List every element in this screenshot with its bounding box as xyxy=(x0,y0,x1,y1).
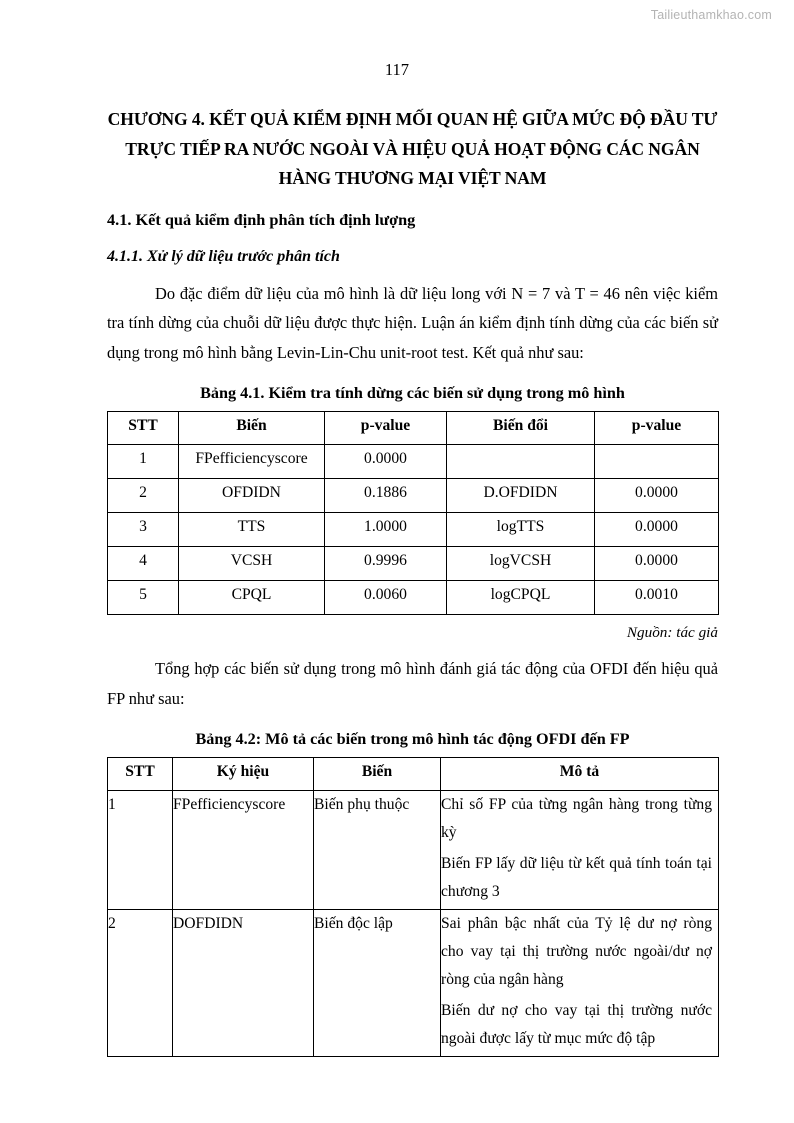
cell-bien: FPefficiencyscore xyxy=(179,445,325,479)
cell-bien: OFDIDN xyxy=(179,479,325,513)
table-header-row xyxy=(108,412,719,445)
page-number: 117 xyxy=(384,60,410,79)
chapter-title: CHƯƠNG 4. KẾT QUẢ KIỂM ĐỊNH MỐI QUAN HỆ GIỮA MỨC ĐỘ ĐẦU TƯ TRỰC TIẾP RA NƯỚC NGOÀI VÀ HIỆU QUẢ HOẠT ĐỘNG CÁC NGÂN HÀNG THƯƠNG MẠI VIỆT NAM xyxy=(107,109,718,188)
cell-pvalue: 0.0060 xyxy=(325,581,447,615)
table-4-2 xyxy=(107,757,719,1057)
cell-bien-doi: logTTS xyxy=(447,513,595,547)
cell-bien-doi: D.OFDIDN xyxy=(447,479,595,513)
cell-stt: 5 xyxy=(108,581,179,615)
table-row xyxy=(108,513,719,547)
cell-stt: 4 xyxy=(108,547,179,581)
table-row xyxy=(108,910,719,1057)
desc-line: Biến FP lấy dữ liệu từ kết quả tính toán tại chương 3 xyxy=(441,855,712,900)
cell-pvalue-2: 0.0000 xyxy=(595,513,719,547)
cell-mo-ta xyxy=(441,791,719,910)
paragraph-intro: Do đặc điểm dữ liệu của mô hình là dữ liệu long với N = 7 và T = 46 nên việc kiểm tra tính dừng của chuỗi dữ liệu được thực hiện. Luận án kiểm định tính dừng của các biến sử dụng trong mô hình bằng Levin-Lin-Chu unit-root test. Kết quả như sau: xyxy=(107,283,718,362)
desc-line: Sai phân bậc nhất của Tỷ lệ dư nợ ròng cho vay tại thị trường nước ngoài/dư nợ ròng của ngân hàng xyxy=(441,915,712,988)
col-header-pvalue: p-value xyxy=(325,412,447,445)
cell-bien-doi xyxy=(447,445,595,479)
table-4-2-caption: Bảng 4.2: Mô tả các biến trong mô hình tác động OFDI đến FP xyxy=(195,730,630,748)
document-content xyxy=(107,105,718,1057)
table-row xyxy=(108,547,719,581)
cell-stt: 1 xyxy=(108,445,179,479)
cell-stt: 3 xyxy=(108,513,179,547)
col-header-stt: STT xyxy=(108,758,173,791)
cell-pvalue-2: 0.0000 xyxy=(595,547,719,581)
cell-bien: VCSH xyxy=(179,547,325,581)
table-4-1-source: Nguồn: tác giả xyxy=(626,624,718,641)
table-header-row xyxy=(108,758,719,791)
paragraph-summary: Tổng hợp các biến sử dụng trong mô hình đánh giá tác động của OFDI đến hiệu quả FP như sau: xyxy=(107,659,718,708)
col-header-pvalue-2: p-value xyxy=(595,412,719,445)
cell-bien: Biến phụ thuộc xyxy=(314,791,441,910)
cell-bien: CPQL xyxy=(179,581,325,615)
table-row xyxy=(108,479,719,513)
section-heading-4-1: 4.1. Kết quả kiểm định phân tích định lượng xyxy=(107,209,416,229)
col-header-ky-hieu: Ký hiệu xyxy=(173,758,314,791)
subsection-heading-4-1-1: 4.1.1. Xử lý dữ liệu trước phân tích xyxy=(107,247,340,265)
col-header-bien: Biến xyxy=(179,412,325,445)
cell-ky-hieu: FPefficiencyscore xyxy=(173,791,314,910)
col-header-mo-ta: Mô tả xyxy=(441,758,719,791)
table-4-1-caption: Bảng 4.1. Kiểm tra tính dừng các biến sử dụng trong mô hình xyxy=(200,384,625,402)
cell-pvalue: 0.0000 xyxy=(325,445,447,479)
table-row xyxy=(108,445,719,479)
cell-pvalue: 1.0000 xyxy=(325,513,447,547)
cell-pvalue-2: 0.0000 xyxy=(595,479,719,513)
cell-pvalue-2 xyxy=(595,445,719,479)
cell-bien: TTS xyxy=(179,513,325,547)
cell-mo-ta xyxy=(441,910,719,1057)
cell-bien-doi: logCPQL xyxy=(447,581,595,615)
cell-stt: 2 xyxy=(108,479,179,513)
cell-bien-doi: logVCSH xyxy=(447,547,595,581)
cell-stt: 2 xyxy=(108,910,173,1057)
col-header-stt: STT xyxy=(108,412,179,445)
cell-pvalue: 0.9996 xyxy=(325,547,447,581)
cell-ky-hieu: DOFDIDN xyxy=(173,910,314,1057)
col-header-bien-doi: Biến đổi xyxy=(447,412,595,445)
table-4-1 xyxy=(107,411,719,615)
cell-stt: 1 xyxy=(108,791,173,910)
col-header-bien: Biến xyxy=(314,758,441,791)
cell-bien: Biến độc lập xyxy=(314,910,441,1057)
cell-pvalue-2: 0.0010 xyxy=(595,581,719,615)
desc-line: Chỉ số FP của từng ngân hàng trong từng kỳ xyxy=(441,796,712,841)
desc-line: Biến dư nợ cho vay tại thị trường nước ngoài được lấy từ mục mức độ tập xyxy=(441,1002,712,1047)
table-row xyxy=(108,581,719,615)
cell-pvalue: 0.1886 xyxy=(325,479,447,513)
table-row xyxy=(108,791,719,910)
watermark-text: Tailieuthamkhao.com xyxy=(650,8,772,22)
